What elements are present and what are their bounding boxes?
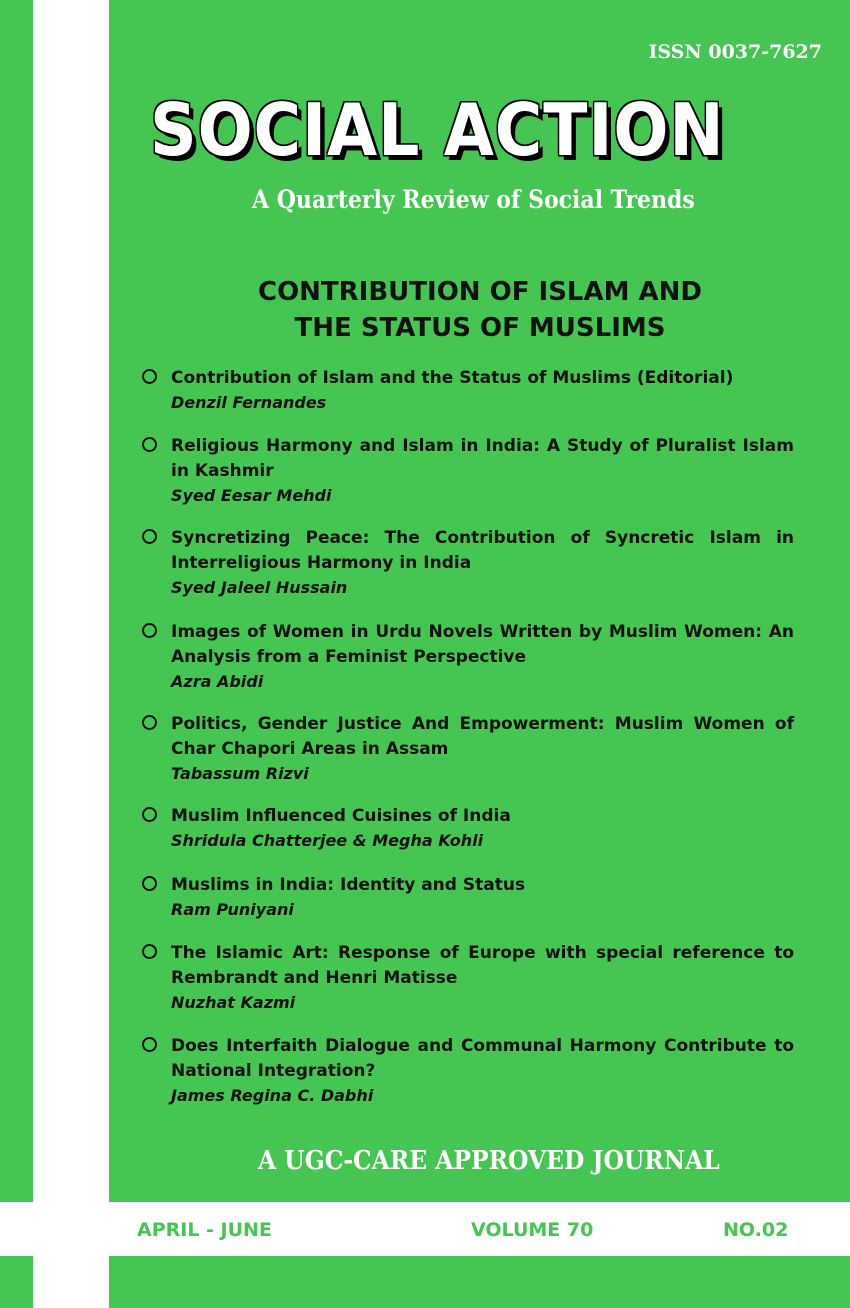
article-title: Syncretizing Peace: The Contribution of Syncretic Islam in Interreligious Harmony in India	[171, 528, 794, 573]
list-item	[142, 873, 794, 922]
article-author: Tabassum Rizvi	[171, 764, 309, 783]
article-title: Does Interfaith Dialogue and Communal Harmony Contribute to National Integration?	[171, 1036, 794, 1081]
journal-masthead	[150, 88, 830, 188]
issue-theme-line-1: CONTRIBUTION OF ISLAM AND	[257, 277, 703, 307]
list-item	[142, 1034, 794, 1108]
article-author: Syed Jaleel Hussain	[171, 578, 348, 597]
journal-title: SOCIAL ACTION	[150, 88, 725, 172]
article-title: Muslim Influenced Cuisines of India	[171, 806, 511, 826]
circle-bullet-icon	[142, 369, 157, 384]
circle-bullet-icon	[142, 1037, 157, 1052]
issn-number: ISSN 0037-7627	[648, 41, 822, 63]
journal-subtitle: A Quarterly Review of Social Trends	[252, 185, 695, 214]
article-title: Religious Harmony and Islam in India: A Study of Pluralist Islam in Kashmir	[171, 436, 794, 481]
article-title: Images of Women in Urdu Novels Written by Muslim Women: An Analysis from a Feminist Perspective	[171, 622, 794, 667]
circle-bullet-icon	[142, 437, 157, 452]
left-green-stripe	[0, 0, 33, 1308]
left-white-stripe	[33, 0, 109, 1308]
list-item	[142, 712, 794, 786]
issue-number: NO.02	[723, 1219, 789, 1241]
circle-bullet-icon	[142, 876, 157, 891]
article-title: The Islamic Art: Response of Europe with special reference to Rembrandt and Henri Matisse	[171, 943, 794, 988]
article-author: Denzil Fernandes	[171, 393, 327, 412]
circle-bullet-icon	[142, 623, 157, 638]
issue-theme-line-2: THE STATUS OF MUSLIMS	[294, 313, 666, 343]
article-title: Contribution of Islam and the Status of Muslims (Editorial)	[171, 368, 734, 388]
list-item	[142, 804, 794, 853]
article-title: Politics, Gender Justice And Empowerment: Muslim Women of Char Chapori Areas in Assam	[171, 714, 794, 759]
circle-bullet-icon	[142, 715, 157, 730]
article-author: Syed Eesar Mehdi	[171, 486, 332, 505]
article-author: James Regina C. Dabhi	[171, 1086, 374, 1105]
article-title: Muslims in India: Identity and Status	[171, 875, 526, 895]
article-author: Azra Abidi	[171, 672, 264, 691]
list-item	[142, 620, 794, 694]
article-author: Ram Puniyani	[171, 900, 294, 919]
article-author: Shridula Chatterjee & Megha Kohli	[171, 831, 484, 850]
article-author: Nuzhat Kazmi	[171, 993, 296, 1012]
circle-bullet-icon	[142, 529, 157, 544]
list-item	[142, 526, 794, 600]
ugc-care-approval: A UGC-CARE APPROVED JOURNAL	[258, 1146, 720, 1176]
circle-bullet-icon	[142, 807, 157, 822]
circle-bullet-icon	[142, 944, 157, 959]
list-item	[142, 941, 794, 1015]
list-item	[142, 366, 794, 415]
issue-period: APRIL - JUNE	[137, 1219, 272, 1241]
issue-volume: VOLUME 70	[471, 1219, 594, 1241]
list-item	[142, 434, 794, 508]
